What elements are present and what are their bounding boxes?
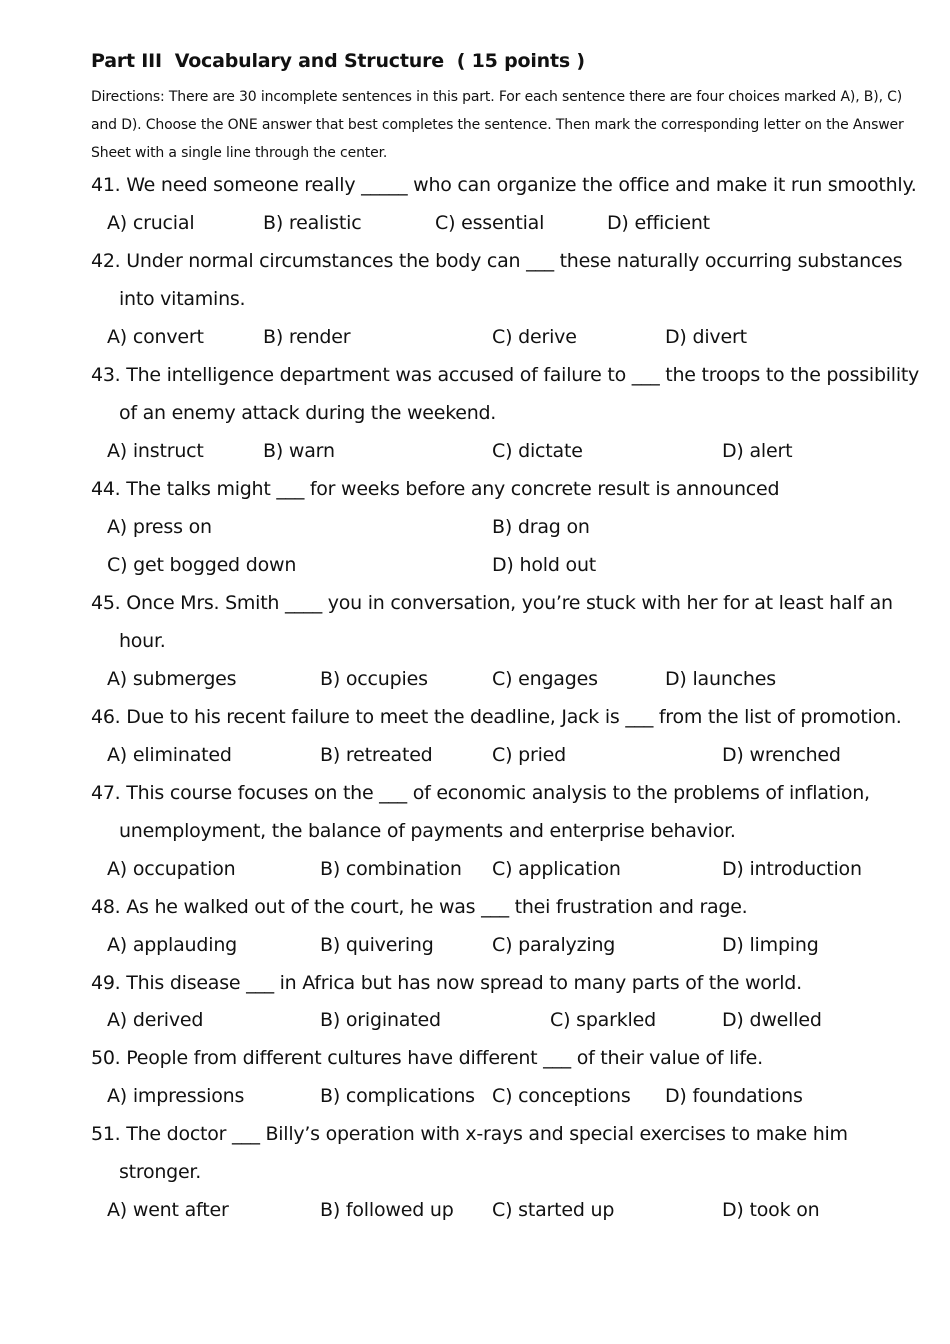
question-50-text: 50. People from different cultures have different ___ of their value of life. bbox=[91, 1047, 763, 1069]
q46-option-b[interactable]: B) retreated bbox=[320, 744, 433, 766]
q49-option-a[interactable]: A) derived bbox=[107, 1009, 204, 1031]
question-47-text: 47. This course focuses on the ___ of economic analysis to the problems of inflation, bbox=[91, 782, 870, 804]
question-45-text-cont: hour. bbox=[119, 630, 166, 652]
section-title: Part III Vocabulary and Structure ( 15 points ) bbox=[91, 50, 585, 72]
question-46-text: 46. Due to his recent failure to meet the deadline, Jack is ___ from the list of promotion. bbox=[91, 706, 902, 728]
q51-option-b[interactable]: B) followed up bbox=[320, 1199, 454, 1221]
question-44-text: 44. The talks might ___ for weeks before any concrete result is announced bbox=[91, 478, 780, 500]
directions-line-2: and D). Choose the ONE answer that best completes the sentence. Then mark the corresponding letter on the Answer bbox=[91, 117, 904, 133]
q47-option-c[interactable]: C) application bbox=[492, 858, 621, 880]
question-42-text-cont: into vitamins. bbox=[119, 288, 246, 310]
q45-option-d[interactable]: D) launches bbox=[665, 668, 776, 690]
q41-option-d[interactable]: D) efficient bbox=[607, 212, 710, 234]
q50-option-c[interactable]: C) conceptions bbox=[492, 1085, 631, 1107]
question-51-text: 51. The doctor ___ Billy’s operation with x-rays and special exercises to make him bbox=[91, 1123, 848, 1145]
question-43-text-cont: of an enemy attack during the weekend. bbox=[119, 402, 497, 424]
q42-option-a[interactable]: A) convert bbox=[107, 326, 204, 348]
question-45-text: 45. Once Mrs. Smith ____ you in conversation, you’re stuck with her for at least half an bbox=[91, 592, 893, 614]
question-42-text: 42. Under normal circumstances the body can ___ these naturally occurring substances bbox=[91, 250, 903, 272]
question-48-text: 48. As he walked out of the court, he was ___ thei frustration and rage. bbox=[91, 896, 748, 918]
q42-option-c[interactable]: C) derive bbox=[492, 326, 577, 348]
q50-option-b[interactable]: B) complications bbox=[320, 1085, 475, 1107]
q44-option-d[interactable]: D) hold out bbox=[492, 554, 597, 576]
q49-option-b[interactable]: B) originated bbox=[320, 1009, 441, 1031]
q43-option-d[interactable]: D) alert bbox=[722, 440, 793, 462]
q50-option-d[interactable]: D) foundations bbox=[665, 1085, 803, 1107]
q47-option-b[interactable]: B) combination bbox=[320, 858, 462, 880]
q44-option-a[interactable]: A) press on bbox=[107, 516, 212, 538]
q46-option-a[interactable]: A) eliminated bbox=[107, 744, 232, 766]
q43-option-b[interactable]: B) warn bbox=[263, 440, 335, 462]
q48-option-d[interactable]: D) limping bbox=[722, 934, 819, 956]
question-51-text-cont: stronger. bbox=[119, 1161, 202, 1183]
question-43-text: 43. The intelligence department was accused of failure to ___ the troops to the possibility bbox=[91, 364, 920, 386]
q43-option-a[interactable]: A) instruct bbox=[107, 440, 204, 462]
q42-option-d[interactable]: D) divert bbox=[665, 326, 747, 348]
q45-option-a[interactable]: A) submerges bbox=[107, 668, 237, 690]
q47-option-a[interactable]: A) occupation bbox=[107, 858, 236, 880]
q41-option-c[interactable]: C) essential bbox=[435, 212, 545, 234]
q51-option-d[interactable]: D) took on bbox=[722, 1199, 820, 1221]
q47-option-d[interactable]: D) introduction bbox=[722, 858, 862, 880]
q42-option-b[interactable]: B) render bbox=[263, 326, 351, 348]
q44-option-b[interactable]: B) drag on bbox=[492, 516, 590, 538]
q51-option-c[interactable]: C) started up bbox=[492, 1199, 615, 1221]
q48-option-b[interactable]: B) quivering bbox=[320, 934, 434, 956]
question-47-text-cont: unemployment, the balance of payments and enterprise behavior. bbox=[119, 820, 736, 842]
directions-line-1: Directions: There are 30 incomplete sentences in this part. For each sentence there are four choices marked A), B), C) bbox=[91, 89, 903, 105]
q49-option-d[interactable]: D) dwelled bbox=[722, 1009, 822, 1031]
q48-option-c[interactable]: C) paralyzing bbox=[492, 934, 616, 956]
q48-option-a[interactable]: A) applauding bbox=[107, 934, 238, 956]
q45-option-b[interactable]: B) occupies bbox=[320, 668, 428, 690]
question-41-text: 41. We need someone really _____ who can organize the office and make it run smoothly. bbox=[91, 174, 917, 196]
directions-line-3: Sheet with a single line through the center. bbox=[91, 145, 388, 161]
q46-option-d[interactable]: D) wrenched bbox=[722, 744, 841, 766]
q41-option-a[interactable]: A) crucial bbox=[107, 212, 195, 234]
question-49-text: 49. This disease ___ in Africa but has now spread to many parts of the world. bbox=[91, 972, 802, 994]
q45-option-c[interactable]: C) engages bbox=[492, 668, 598, 690]
q49-option-c[interactable]: C) sparkled bbox=[550, 1009, 656, 1031]
q50-option-a[interactable]: A) impressions bbox=[107, 1085, 245, 1107]
q41-option-b[interactable]: B) realistic bbox=[263, 212, 362, 234]
q43-option-c[interactable]: C) dictate bbox=[492, 440, 583, 462]
q44-option-c[interactable]: C) get bogged down bbox=[107, 554, 297, 576]
q51-option-a[interactable]: A) went after bbox=[107, 1199, 229, 1221]
q46-option-c[interactable]: C) pried bbox=[492, 744, 567, 766]
